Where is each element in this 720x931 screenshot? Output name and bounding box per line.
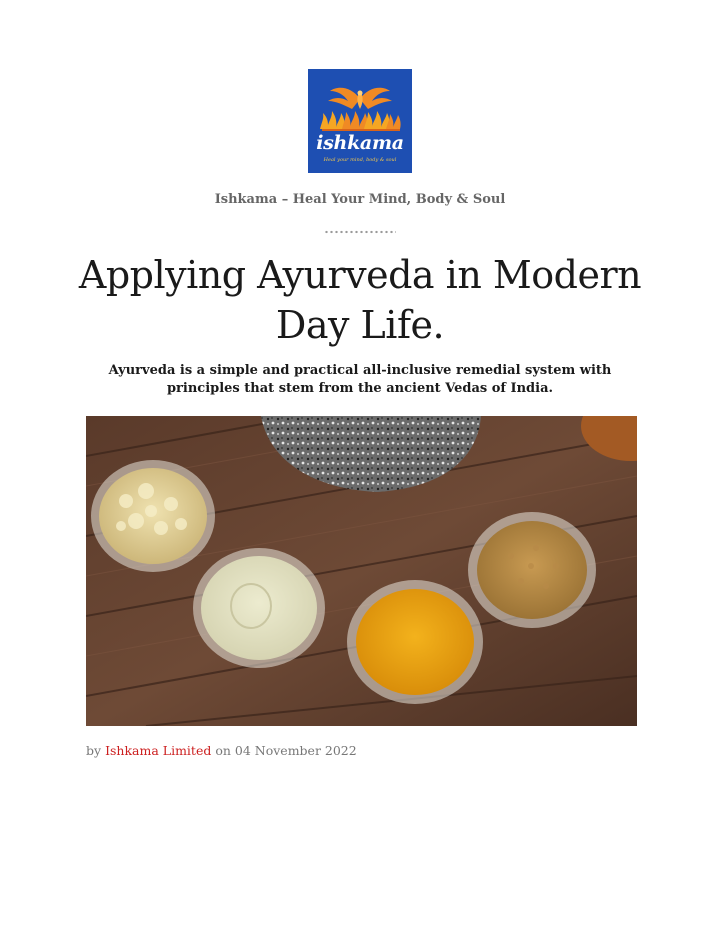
hero-image: [86, 416, 637, 726]
page-title: Applying Ayurveda in Modern Day Life.: [78, 253, 642, 347]
publish-date: 04 November 2022: [234, 743, 357, 758]
site-tagline: Ishkama – Heal Your Mind, Body & Soul: [214, 192, 506, 207]
logo-tagline: Heal your mind, body & soul: [323, 157, 397, 163]
article-subtitle: Ayurveda is a simple and practical all-inclusive remedial system with principles that stem from the ancient Vedas of India.: [108, 363, 612, 396]
logo-wordmark: ishkama: [316, 132, 404, 154]
decorative-divider: [324, 230, 396, 234]
byline-date-prefix: on: [215, 743, 231, 758]
author-link[interactable]: Ishkama Limited: [105, 743, 212, 758]
brand-logo[interactable]: [308, 69, 412, 173]
article-byline: [86, 743, 357, 758]
byline-prefix: by: [86, 743, 102, 758]
